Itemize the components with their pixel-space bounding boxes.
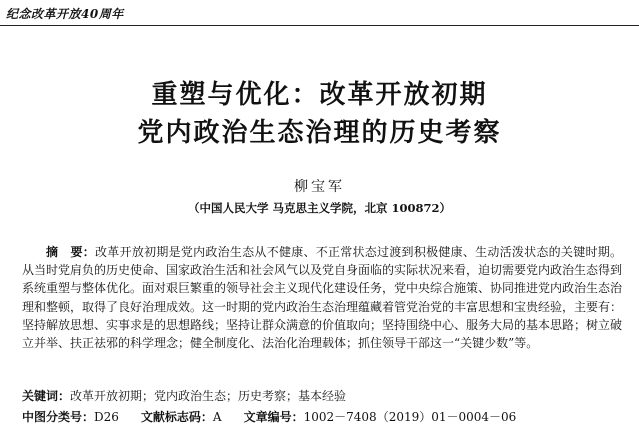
abstract-label: 摘 要： [46,245,96,259]
journal-column-tag: 纪念改革开放40周年 [6,7,124,21]
clc-value: D26 [94,410,119,424]
document-code-label: 文献标志码： [140,410,213,424]
abstract-block [22,243,622,352]
author-affiliation: （中国人民大学 马克思主义学院，北京 100872） [187,201,451,215]
author-name: 柳宝军 [294,179,345,195]
article-number-label: 文章编号： [243,410,304,424]
keywords-text: 改革开放初期；党内政治生态；历史考察；基本经验 [70,389,347,403]
article-number-value: 1002－7408（2019）01－0004－06 [303,410,517,424]
clc-label: 中图分类号： [22,410,95,424]
header-divider [0,25,639,26]
keywords-line [22,387,622,405]
article-title-line-2: 党内政治生态治理的历史考察 [137,118,502,148]
abstract-text: 改革开放初期是党内政治生态从不健康、不正常状态过渡到积极健康、生动活泼状态的关键时期。从当时党肩负的历史使命、国家政治生活和社会风气以及党自身面临的实际状况来看，迫切需要党内政治生态得到系统重塑与整体优化。面对艰巨繁重的领导社会主义现代化建设任务，党中央综合施策、协同推进党内政治生态治理和整顿，取得了良好治理成效。这一时期的党内政治生态治理蕴藏着管党治党的丰富思想和宝贵经验，主要有：坚持解放思想、实事求是的思想路线；坚持让群众满意的价值取向；坚持围绕中心、服务大局的基本思路；树立破立并举、扶正祛邪的科学理念；健全制度化、法治化治理载体；抓住领导干部这一“关键少数”等。 [22,245,623,351]
classification-line [22,408,632,426]
article-title-line-1: 重塑与优化：改革开放初期 [151,80,488,110]
keywords-label: 关键词： [22,389,71,403]
document-code-value: A [212,410,222,424]
